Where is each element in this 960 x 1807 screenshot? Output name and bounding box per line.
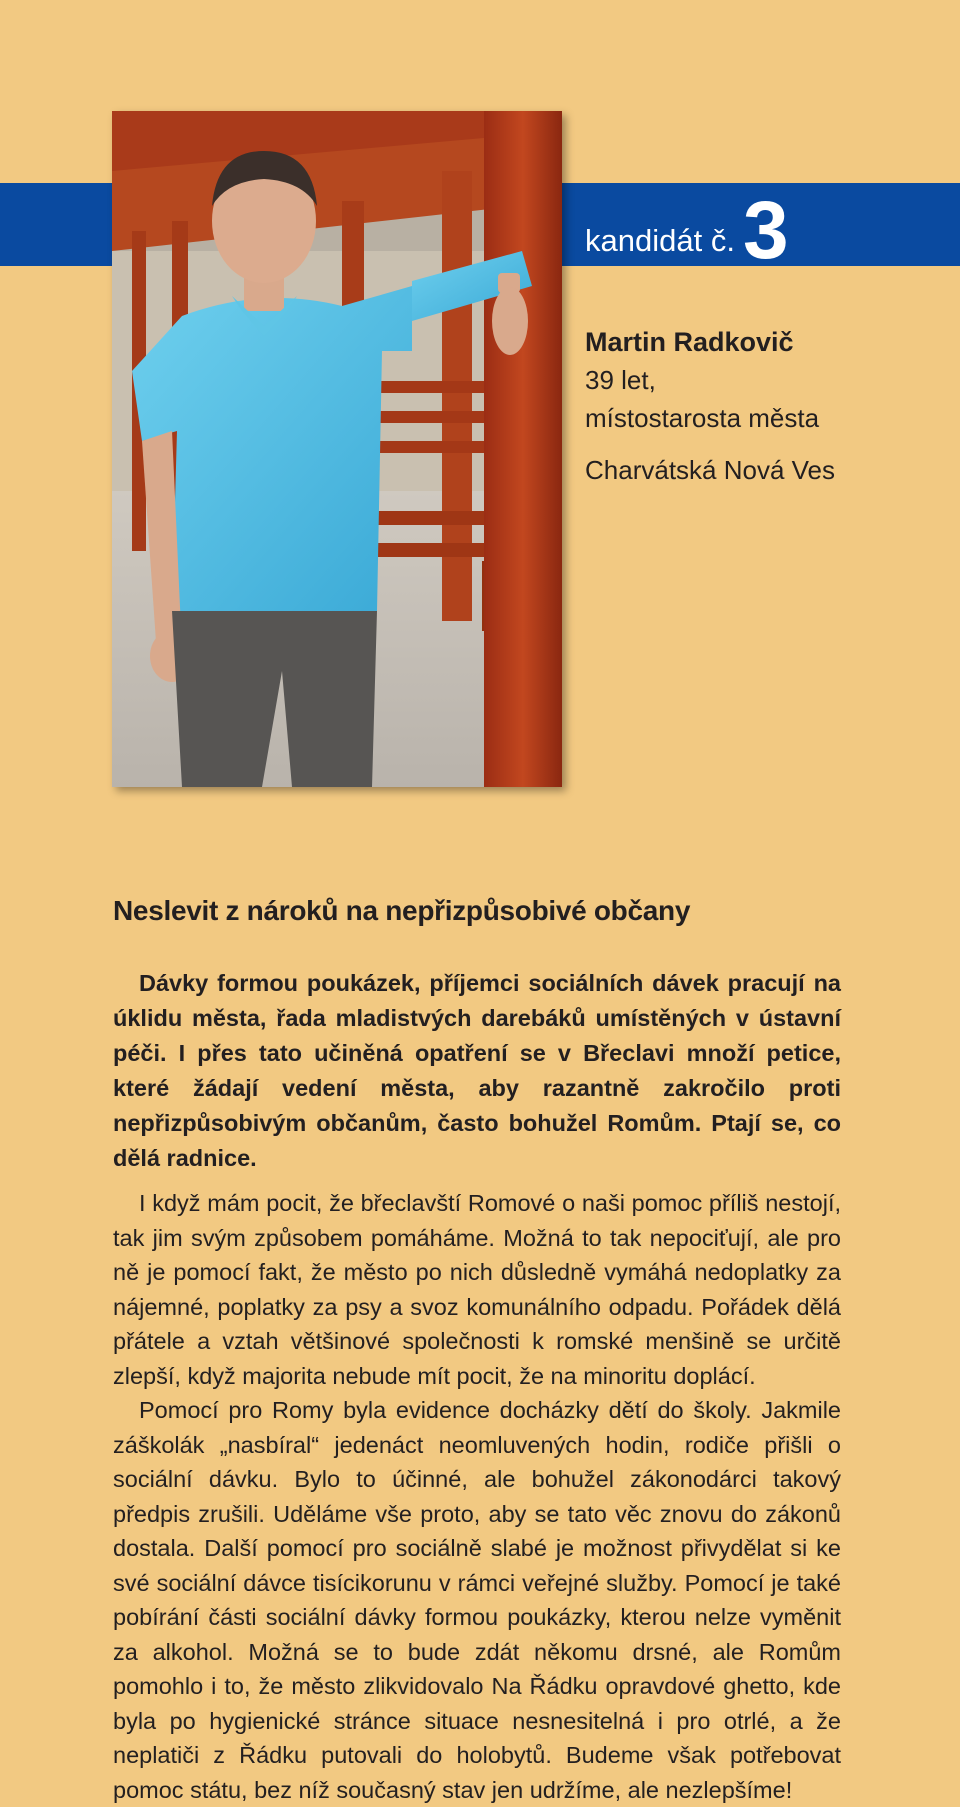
candidate-name: Martin Radkovič (585, 327, 794, 357)
article-paragraph-2: Pomocí pro Romy byla evidence docházky dětí do školy. Jakmile záškolák „nasbíral“ jedenáct neomluvených hodin, rodiče přišli o sociální dávku. Bylo to účinné, ale bohužel zákonodárci takový předpis zrušili. Uděláme vše proto, aby se tato věc znovu do zákonů dostala. Další pomocí pro sociálně slabé je možnost přivydělat si ke své sociální dávce tisícikorunu v rámci veřejné služby. Pomocí je také pobírání části sociální dávky formou poukázky, kterou nelze vyměnit za alkohol. Možná se to bude zdát někomu drsné, ale Romům pomohlo i to, že město zlikvidovalo Na Řádku opravdové ghetto, kde byla po hygienické stránce situace nesnesitelná i pro otrlé, a že neplatiči z Řádku putovali do holobytů. Budeme však potřebovat pomoc státu, bez níž současný stav jen udržíme, ale nezlepšíme! (113, 1397, 841, 1803)
article-paragraph-1: I když mám pocit, že břeclavští Romové o naši pomoc příliš nestojí, tak jim svým způsobem pomáháme. Možná to tak nepociťují, ale pro ně je pomocí fakt, že město po nich důsledně vymáhá nedoplatky za nájemné, poplatky za psy a svoz komunálního odpadu. Pořádek dělá přátele a vztah většinové společnosti k romské menšině se určitě zlepší, když majorita nebude mít pocit, že na minoritu doplácí. (113, 1190, 841, 1389)
candidate-role: místostarosta města (585, 403, 820, 433)
article-headline: Neslevit z nároků na nepřizpůsobivé občany (113, 895, 691, 926)
candidate-photo (112, 111, 562, 787)
candidate-text: kandidát č. (585, 223, 735, 258)
article-lead: Dávky formou poukázek, příjemci sociálních dávek pracují na úklidu města, řada mladistvých darebáků umístěných v ústavní péči. I přes tato učiněná opatření se v Břeclavi množí petice, které žádají vedení města, aby razantně zakročilo proti nepřizpůsobivým občanům, často bohužel Romům. Ptají se, co dělá radnice. (113, 970, 841, 1171)
candidate-label (585, 183, 789, 277)
candidate-place: Charvátská Nová Ves (585, 455, 836, 485)
candidate-info (585, 323, 835, 489)
article-body (113, 966, 841, 1807)
candidate-number: 3 (742, 185, 789, 277)
candidate-age: 39 let, (585, 365, 656, 395)
